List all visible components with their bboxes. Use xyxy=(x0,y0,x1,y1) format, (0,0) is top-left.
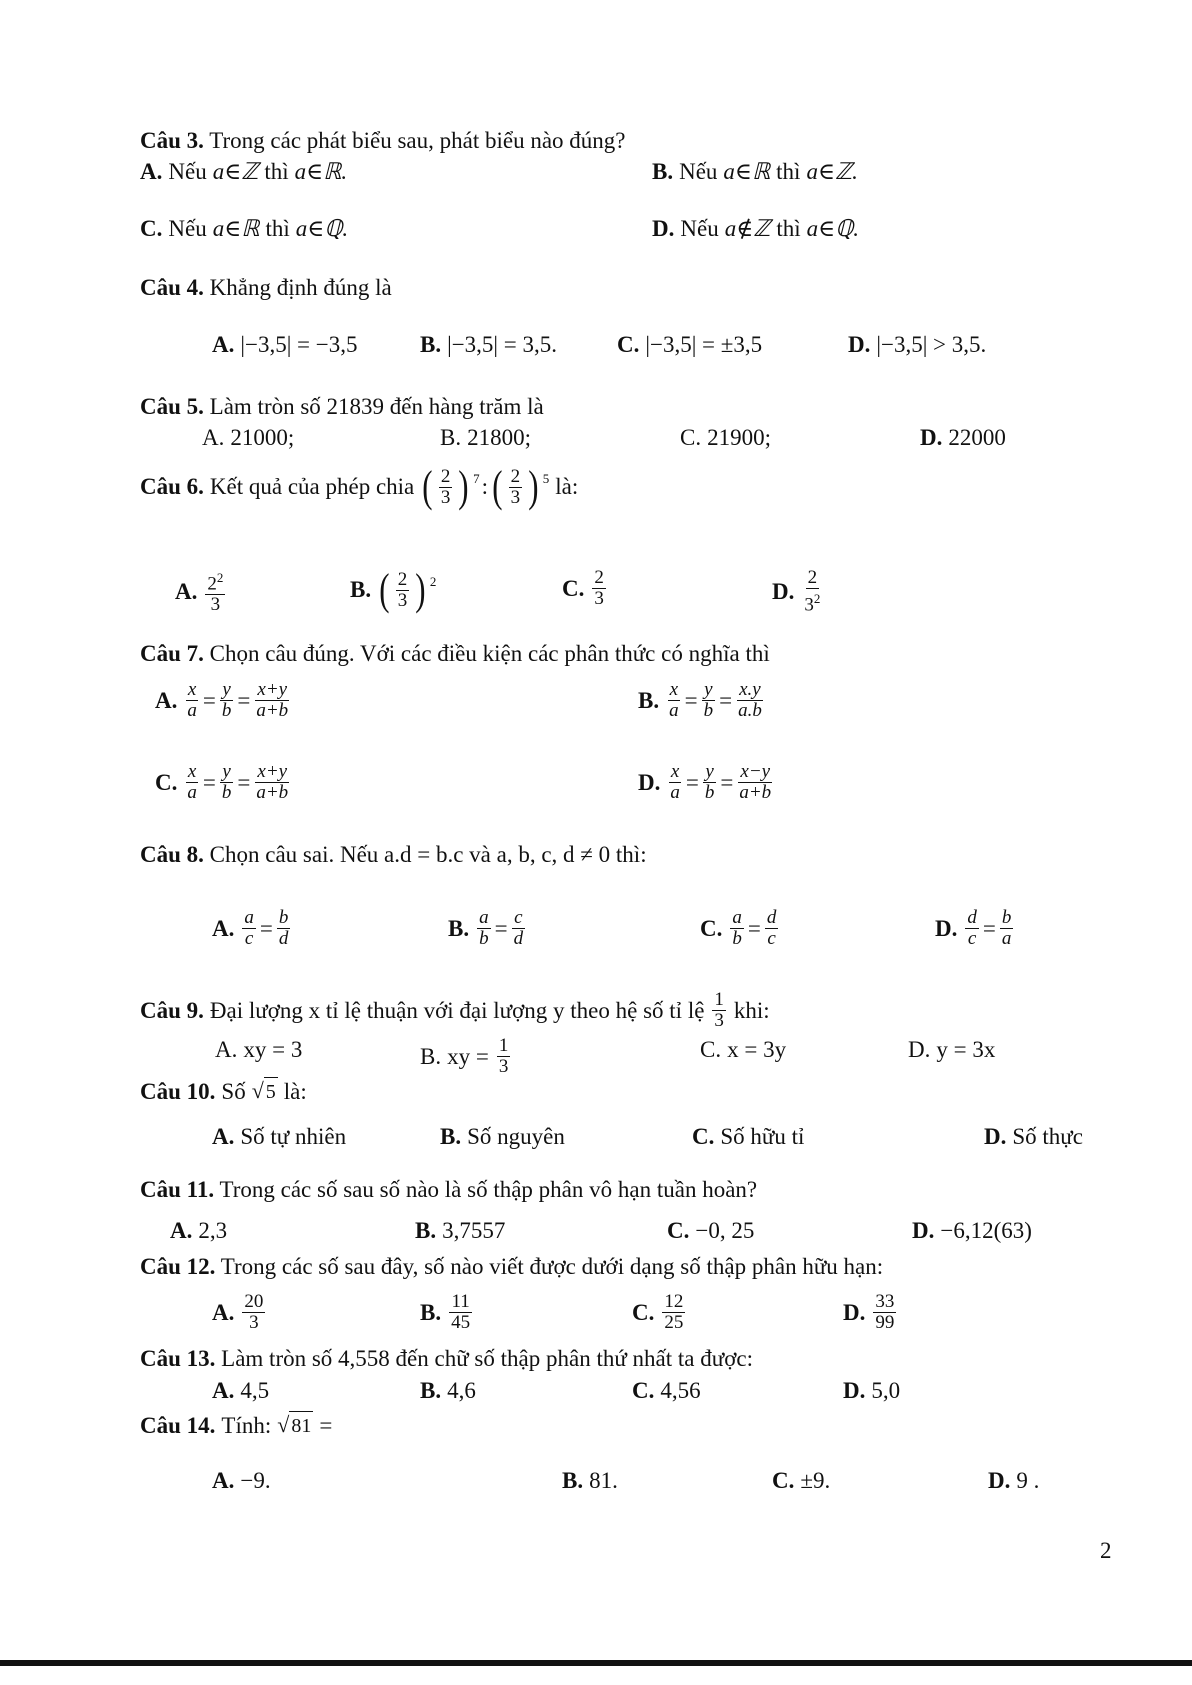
q6-option-a: A. $\frac{2^2}{3}$ xyxy=(175,570,224,616)
q3-option-c: C. Nếu a∈ℝ thì a∈ℚ. xyxy=(140,216,349,241)
question-7: Câu 7. Chọn câu đúng. Với các điều kiện các phân thức có nghĩa thì xyxy=(140,641,770,666)
q3-option-d: D. Nếu a∉ℤ thì a∈ℚ. xyxy=(652,216,860,241)
q11-option-d: D. −6,12(63) xyxy=(912,1218,1032,1243)
q12-option-d: D. $\frac{33}{99}$ xyxy=(843,1291,895,1333)
q9-option-c: C. x = 3y xyxy=(700,1037,787,1062)
q14-option-b: B. 81. xyxy=(562,1468,618,1493)
q12-option-b: B. $\frac{11}{45}$ xyxy=(420,1291,471,1333)
q14-option-c: C. ±9. xyxy=(772,1468,831,1493)
q7-option-d: D. $\frac{x}{a}$ = $\frac{y}{b}$ = $\frac{x-y}{a+b}$ xyxy=(638,761,772,803)
q3-option-b: B. Nếu a∈ℝ thì a∈ℤ. xyxy=(652,159,858,184)
q4-option-a: A. |−3,5| = −3,5 xyxy=(212,332,358,357)
q5-option-d: D. 22000 xyxy=(920,425,1006,450)
q7-option-a: A. $\frac{x}{a}$ = $\frac{y}{b}$ = $\frac{x+y}{a+b}$ xyxy=(155,679,289,721)
q7-option-b: B. $\frac{x}{a}$ = $\frac{y}{b}$ = $\frac{x.y}{a.b}$ xyxy=(638,679,762,721)
q3-option-a: A. Nếu a∈ℤ thì a∈ℝ. xyxy=(140,159,348,184)
q13-option-a: A. 4,5 xyxy=(212,1378,270,1403)
q7-option-c: C. $\frac{x}{a}$ = $\frac{y}{b}$ = $\frac{x+y}{a+b}$ xyxy=(155,761,289,803)
q6-option-d: D. $\frac{2}{3^2}$ xyxy=(772,567,821,616)
question-13: Câu 13. Làm tròn số 4,558 đến chữ số thập phân thứ nhất ta được: xyxy=(140,1346,753,1371)
q14-option-d: D. 9 . xyxy=(988,1468,1040,1493)
q10-option-a: A. Số tự nhiên xyxy=(212,1124,347,1149)
q4-option-c: C. |−3,5| = ±3,5 xyxy=(617,332,763,357)
q8-option-d: D. $\frac{d}{c}$ = $\frac{b}{a}$ xyxy=(935,907,1012,949)
q9-option-d: D. y = 3x xyxy=(908,1037,996,1062)
q8-option-b: B. $\frac{a}{b}$ = $\frac{c}{d}$ xyxy=(448,907,524,949)
bottom-scan-edge xyxy=(0,1660,1192,1666)
q13-option-c: C. 4,56 xyxy=(632,1378,701,1403)
question-3 xyxy=(140,127,626,155)
q13-option-d: D. 5,0 xyxy=(843,1378,901,1403)
q6-option-c: C. $\frac{2}{3}$ xyxy=(562,567,604,609)
question-10: Câu 10. Số √ 5 là: xyxy=(140,1077,307,1106)
q11-option-b: B. 3,7557 xyxy=(415,1218,506,1243)
q6-option-b: B. ( $\frac{2}{3}$ ) $^2$ xyxy=(350,565,437,614)
expression: ( $\frac{2}{3}$ ) $^7$ : ( $\frac{2}{3}$ ) $^5$ xyxy=(422,462,550,511)
q9-option-b: B. xy = $\frac{1}{3}$ xyxy=(420,1035,509,1077)
q12-option-a: A. $\frac{20}{3}$ xyxy=(212,1291,264,1333)
q9-option-a: A. xy = 3 xyxy=(215,1037,303,1062)
q4-option-d: D. |−3,5| > 3,5. xyxy=(848,332,987,357)
q5-option-c: C. 21900; xyxy=(680,425,771,450)
question-11: Câu 11. Trong các số sau số nào là số thập phân vô hạn tuần hoàn? xyxy=(140,1177,758,1202)
q12-option-c: C. $\frac{12}{25}$ xyxy=(632,1291,684,1333)
question-8: Câu 8. Chọn câu sai. Nếu a.d = b.c và a, b, c, d ≠ 0 thì: xyxy=(140,842,647,867)
question-14: Câu 14. Tính: √ 81 = xyxy=(140,1411,332,1440)
q10-option-d: D. Số thực xyxy=(984,1124,1083,1149)
question-text: Trong các phát biểu sau, phát biểu nào đúng? xyxy=(209,128,626,153)
q8-option-c: C. $\frac{a}{b}$ = $\frac{d}{c}$ xyxy=(700,907,777,949)
q8-option-a: A. $\frac{a}{c}$ = $\frac{b}{d}$ xyxy=(212,907,289,949)
question-9: Câu 9. Đại lượng x tỉ lệ thuận với đại lượng y theo hệ số tỉ lệ $\frac{1}{3}$ khi: xyxy=(140,989,770,1031)
q11-option-a: A. 2,3 xyxy=(170,1218,228,1243)
q10-option-c: C. Số hữu tỉ xyxy=(692,1124,805,1149)
page-number: 2 xyxy=(1100,1538,1112,1563)
sqrt-symbol: √ 81 xyxy=(277,1411,313,1440)
q4-option-b: B. |−3,5| = 3,5. xyxy=(420,332,557,357)
q11-option-c: C. −0, 25 xyxy=(667,1218,755,1243)
question-12: Câu 12. Trong các số sau đây, số nào viết được dưới dạng số thập phân hữu hạn: xyxy=(140,1254,884,1279)
sqrt-symbol: √ 5 xyxy=(252,1077,278,1106)
question-4: Câu 4. Khẳng định đúng là xyxy=(140,275,392,300)
question-6: Câu 6. Kết quả của phép chia ( $\frac{2}{3}$ ) $^7$ : ( $\frac{2}{3}$ ) $^5$ là: xyxy=(140,462,579,511)
q5-option-a: A. 21000; xyxy=(202,425,295,450)
question-label: Câu 3. xyxy=(140,128,204,153)
q13-option-b: B. 4,6 xyxy=(420,1378,476,1403)
q14-option-a: A. −9. xyxy=(212,1468,271,1493)
q5-option-b: B. 21800; xyxy=(440,425,531,450)
q10-option-b: B. Số nguyên xyxy=(440,1124,565,1149)
question-5: Câu 5. Làm tròn số 21839 đến hàng trăm là xyxy=(140,394,544,419)
